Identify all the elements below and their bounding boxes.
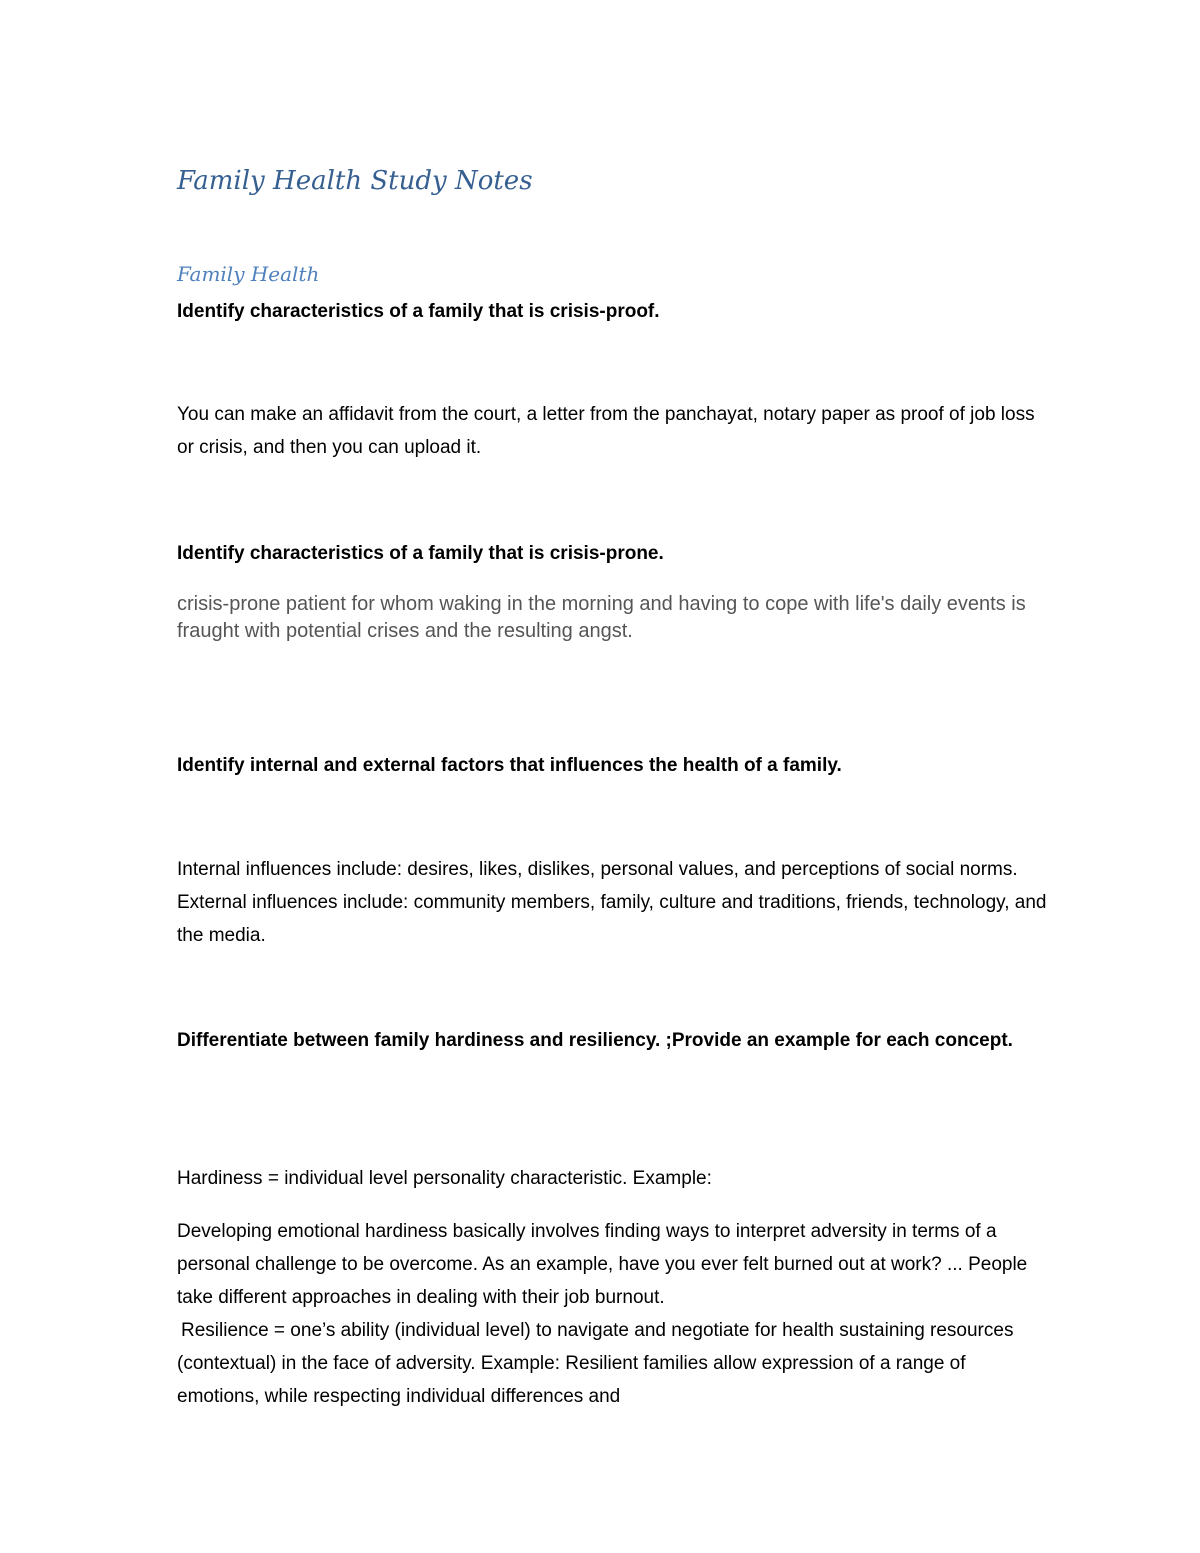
- answer-crisis-proof: You can make an affidavit from the court, a letter from the panchayat, notary paper as proof of job loss or crisis, and then you can upload it.: [177, 404, 1035, 458]
- answer-hardiness-definition: Hardiness = individual level personality characteristic. Example:: [177, 1168, 712, 1189]
- answer-crisis-prone: crisis-prone patient for whom waking in the morning and having to cope with life's daily events is fraught with potential crises and the resulting angst.: [177, 593, 1026, 642]
- section-heading: Family Health: [177, 262, 320, 286]
- question-crisis-prone: Identify characteristics of a family that is crisis-prone.: [177, 543, 664, 564]
- answer-hardiness-example: Developing emotional hardiness basically involves finding ways to interpret adversity in terms of a personal challenge to be overcome. As an example, have you ever felt burned out at work? ... People take different approaches in dealing with their job burnout.: [177, 1221, 1028, 1308]
- answer-internal-external-factors: Internal influences include: desires, likes, dislikes, personal values, and perceptions of social norms. External influences include: community members, family, culture and traditions, friends, technology, and the media.: [177, 859, 1047, 946]
- question-hardiness-resiliency: Differentiate between family hardiness and resiliency. ;Provide an example for each concept.: [177, 1030, 1013, 1051]
- answer-resilience: Resilience = one’s ability (individual level) to navigate and negotiate for health sustaining resources (contextual) in the face of adversity. Example: Resilient families allow expression of a range of emotions, while respecting individual differences and: [177, 1320, 1014, 1407]
- question-internal-external-factors: Identify internal and external factors that influences the health of a family.: [177, 755, 842, 776]
- document-title: Family Health Study Notes: [177, 166, 533, 196]
- question-crisis-proof: Identify characteristics of a family that is crisis-proof.: [177, 301, 660, 322]
